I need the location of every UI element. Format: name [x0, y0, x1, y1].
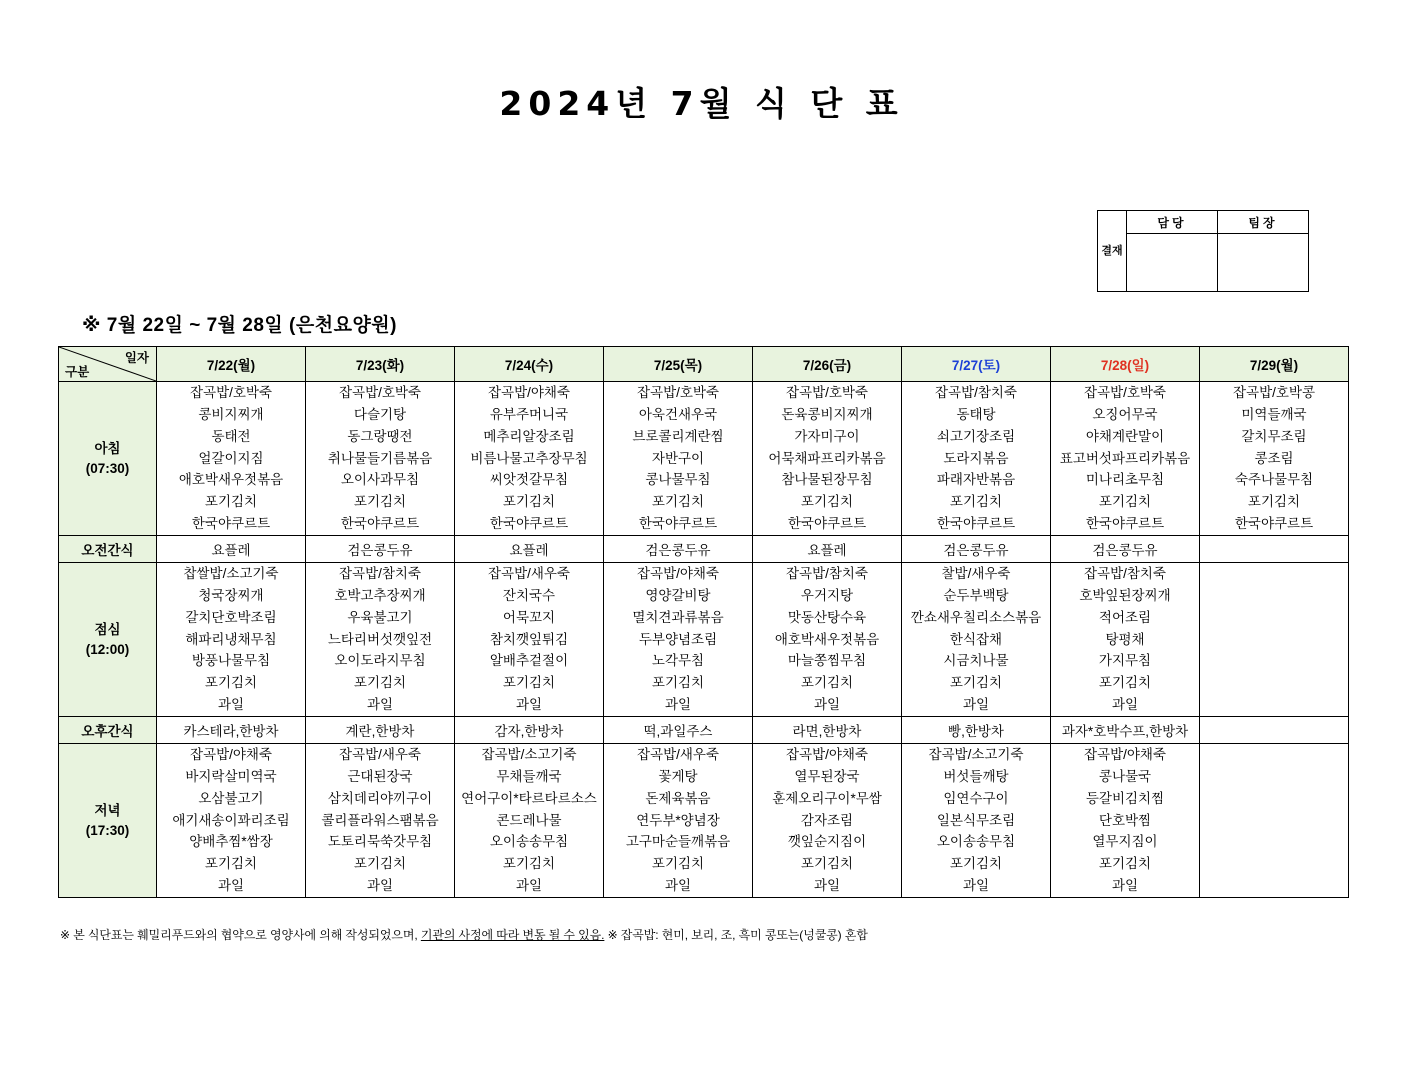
- day-header-2: 7/24(수): [455, 347, 604, 382]
- footnote-underline: 기관의 사정에 따라 변동 될 수 있음.: [420, 928, 605, 942]
- footnote-part2: ※ 잡곡밥: 현미, 보리, 조, 흑미 콩또는(넝쿨콩) 혼합: [604, 928, 868, 942]
- row-label-dinner: [59, 744, 157, 898]
- day-header-6: 7/28(일): [1051, 347, 1200, 382]
- cell-lunch-1: 잡곡밥/참치죽 호박고추장찌개 우육불고기 느타리버섯깻잎전 오이도라지무침 포기김치 과일: [306, 563, 455, 717]
- date-range-subtitle: ※ 7월 22일 ~ 7월 28일 (은천요양원): [82, 315, 397, 336]
- cell-afternoon-snack-3: 떡,과일주스: [604, 717, 753, 744]
- cell-breakfast-1: 잡곡밥/호박죽 다슬기탕 동그랑땡전 취나물들기름볶음 오이사과무침 포기김치 한국야쿠르트: [306, 382, 455, 536]
- table-row-lunch: [59, 563, 1349, 717]
- cell-morning-snack-6: 검은콩두유: [1051, 536, 1200, 563]
- table-header-row: [59, 347, 1349, 382]
- cell-afternoon-snack-2: 감자,한방차: [455, 717, 604, 744]
- cell-lunch-2: 잡곡밥/새우죽 잔치국수 어묵꼬지 참치깻잎튀김 알배추겉절이 포기김치 과일: [455, 563, 604, 717]
- cell-lunch-4: 잡곡밥/참치죽 우거지탕 맛동산탕수육 애호박새우젓볶음 마늘쫑찜무침 포기김치 과일: [753, 563, 902, 717]
- cell-dinner-1: 잡곡밥/새우죽 근대된장국 삼치데리야끼구이 콜리플라워스팸볶음 도토리묵쑥갓무침 포기김치 과일: [306, 744, 455, 898]
- approval-body-teamlead: [1218, 234, 1308, 291]
- menu-table-head: [59, 347, 1349, 382]
- cell-breakfast-6: 잡곡밥/호박죽 오징어무국 야채계란말이 표고버섯파프리카볶음 미나리초무침 포기김치 한국야쿠르트: [1051, 382, 1200, 536]
- cell-morning-snack-5: 검은콩두유: [902, 536, 1051, 563]
- cell-dinner-6: 잡곡밥/야채죽 콩나물국 등갈비김치찜 단호박찜 열무지짐이 포기김치 과일: [1051, 744, 1200, 898]
- approval-columns: [1127, 211, 1308, 291]
- approval-box: [1097, 210, 1309, 292]
- row-label-dinner-name: 저녁: [94, 802, 121, 818]
- row-label-lunch-name: 점심: [94, 621, 121, 637]
- approval-body-manager: [1127, 234, 1217, 291]
- cell-morning-snack-2: 요플레: [455, 536, 604, 563]
- day-header-3: 7/25(목): [604, 347, 753, 382]
- menu-document-page: [0, 78, 1403, 1070]
- cell-afternoon-snack-1: 계란,한방차: [306, 717, 455, 744]
- day-header-4: 7/26(금): [753, 347, 902, 382]
- cell-morning-snack-0: 요플레: [157, 536, 306, 563]
- day-header-1: 7/23(화): [306, 347, 455, 382]
- cell-breakfast-2: 잡곡밥/야채죽 유부주머니국 메추리알장조림 비름나물고추장무침 씨앗젓갈무침 포기김치 한국야쿠르트: [455, 382, 604, 536]
- cell-morning-snack-1: 검은콩두유: [306, 536, 455, 563]
- row-label-breakfast-name: 아침: [94, 440, 121, 456]
- approval-head-teamlead: 팀장: [1218, 211, 1308, 234]
- cell-lunch-3: 잡곡밥/야채죽 영양갈비탕 멸치견과류볶음 두부양념조림 노각무침 포기김치 과일: [604, 563, 753, 717]
- page-title: 2024년 7월 식 단 표: [499, 84, 904, 123]
- row-label-morning-snack: 오전간식: [59, 536, 157, 563]
- cell-lunch-5: 찰밥/새우죽 순두부백탕 깐쇼새우칠리소스볶음 한식잡채 시금치나물 포기김치 과일: [902, 563, 1051, 717]
- row-label-afternoon-snack: 오후간식: [59, 717, 157, 744]
- cell-breakfast-7: 잡곡밥/호박콩 미역들깨국 갈치무조림 콩조림 숙주나물무침 포기김치 한국야쿠르트: [1200, 382, 1349, 536]
- cell-breakfast-5: 잡곡밥/참치죽 동태탕 쇠고기장조림 도라지볶음 파래자반볶음 포기김치 한국야쿠르트: [902, 382, 1051, 536]
- cell-morning-snack-3: 검은콩두유: [604, 536, 753, 563]
- cell-morning-snack-4: 요플레: [753, 536, 902, 563]
- cell-afternoon-snack-6: 과자*호박수프,한방차: [1051, 717, 1200, 744]
- menu-table: [58, 346, 1349, 898]
- cell-dinner-2: 잡곡밥/소고기죽 무채들깨국 연어구이*타르타르소스 콘드레나물 오이송송무침 포기김치 과일: [455, 744, 604, 898]
- table-row-dinner: [59, 744, 1349, 898]
- approval-label: [1098, 211, 1127, 291]
- row-label-lunch-time: (12:00): [85, 641, 130, 657]
- cell-morning-snack-7: [1200, 536, 1349, 563]
- row-label-breakfast-time: (07:30): [85, 460, 130, 476]
- row-label-breakfast: [59, 382, 157, 536]
- menu-table-body: [59, 382, 1349, 898]
- cell-breakfast-3: 잡곡밥/호박죽 아욱건새우국 브로콜리계란찜 자반구이 콩나물무침 포기김치 한국야쿠르트: [604, 382, 753, 536]
- cell-afternoon-snack-4: 라면,한방차: [753, 717, 902, 744]
- cell-breakfast-4: 잡곡밥/호박죽 돈육콩비지찌개 가자미구이 어묵채파프리카볶음 참나물된장무침 포기김치 한국야쿠르트: [753, 382, 902, 536]
- cell-lunch-0: 찹쌀밥/소고기죽 청국장찌개 갈치단호박조림 해파리냉채무침 방풍나물무침 포기김치 과일: [157, 563, 306, 717]
- cell-dinner-3: 잡곡밥/새우죽 꽃게탕 돈제육볶음 연두부*양념장 고구마순들깨볶음 포기김치 과일: [604, 744, 753, 898]
- day-header-7: 7/29(월): [1200, 347, 1349, 382]
- day-header-0: 7/22(월): [157, 347, 306, 382]
- table-corner-cell: [59, 347, 157, 382]
- row-label-lunch: [59, 563, 157, 717]
- approval-column-manager: [1127, 211, 1217, 291]
- approval-label-text: 결재: [1101, 244, 1123, 257]
- day-header-5: 7/27(토): [902, 347, 1051, 382]
- cell-dinner-7: [1200, 744, 1349, 898]
- footnote-part1: ※ 본 식단표는 훼밀리푸드와의 협약으로 영양사에 의해 작성되었으며,: [60, 928, 421, 942]
- cell-afternoon-snack-5: 빵,한방차: [902, 717, 1051, 744]
- row-label-dinner-time: (17:30): [85, 822, 130, 838]
- cell-breakfast-0: 잡곡밥/호박죽 콩비지찌개 동태전 얼갈이지짐 애호박새우젓볶음 포기김치 한국야쿠르트: [157, 382, 306, 536]
- cell-dinner-4: 잡곡밥/야채죽 열무된장국 훈제오리구이*무쌈 감자조림 깻잎순지짐이 포기김치 과일: [753, 744, 902, 898]
- cell-afternoon-snack-0: 카스테라,한방차: [157, 717, 306, 744]
- cell-dinner-5: 잡곡밥/소고기죽 버섯들깨탕 임연수구이 일본식무조림 오이송송무침 포기김치 과일: [902, 744, 1051, 898]
- approval-head-manager: 담당: [1127, 211, 1217, 234]
- approval-column-teamlead: [1217, 211, 1308, 291]
- cell-lunch-7: [1200, 563, 1349, 717]
- table-row-morning-snack: [59, 536, 1349, 563]
- corner-label-category: 구분: [65, 365, 90, 379]
- table-row-afternoon-snack: [59, 717, 1349, 744]
- cell-lunch-6: 잡곡밥/참치죽 호박잎된장찌개 적어조림 탕평채 가지무침 포기김치 과일: [1051, 563, 1200, 717]
- footnote: [60, 926, 868, 943]
- cell-afternoon-snack-7: [1200, 717, 1349, 744]
- cell-dinner-0: 잡곡밥/야채죽 바지락살미역국 오삼불고기 애기새송이꽈리조림 양배추찜*쌈장 포기김치 과일: [157, 744, 306, 898]
- table-row-breakfast: [59, 382, 1349, 536]
- corner-label-date: 일자: [124, 351, 149, 365]
